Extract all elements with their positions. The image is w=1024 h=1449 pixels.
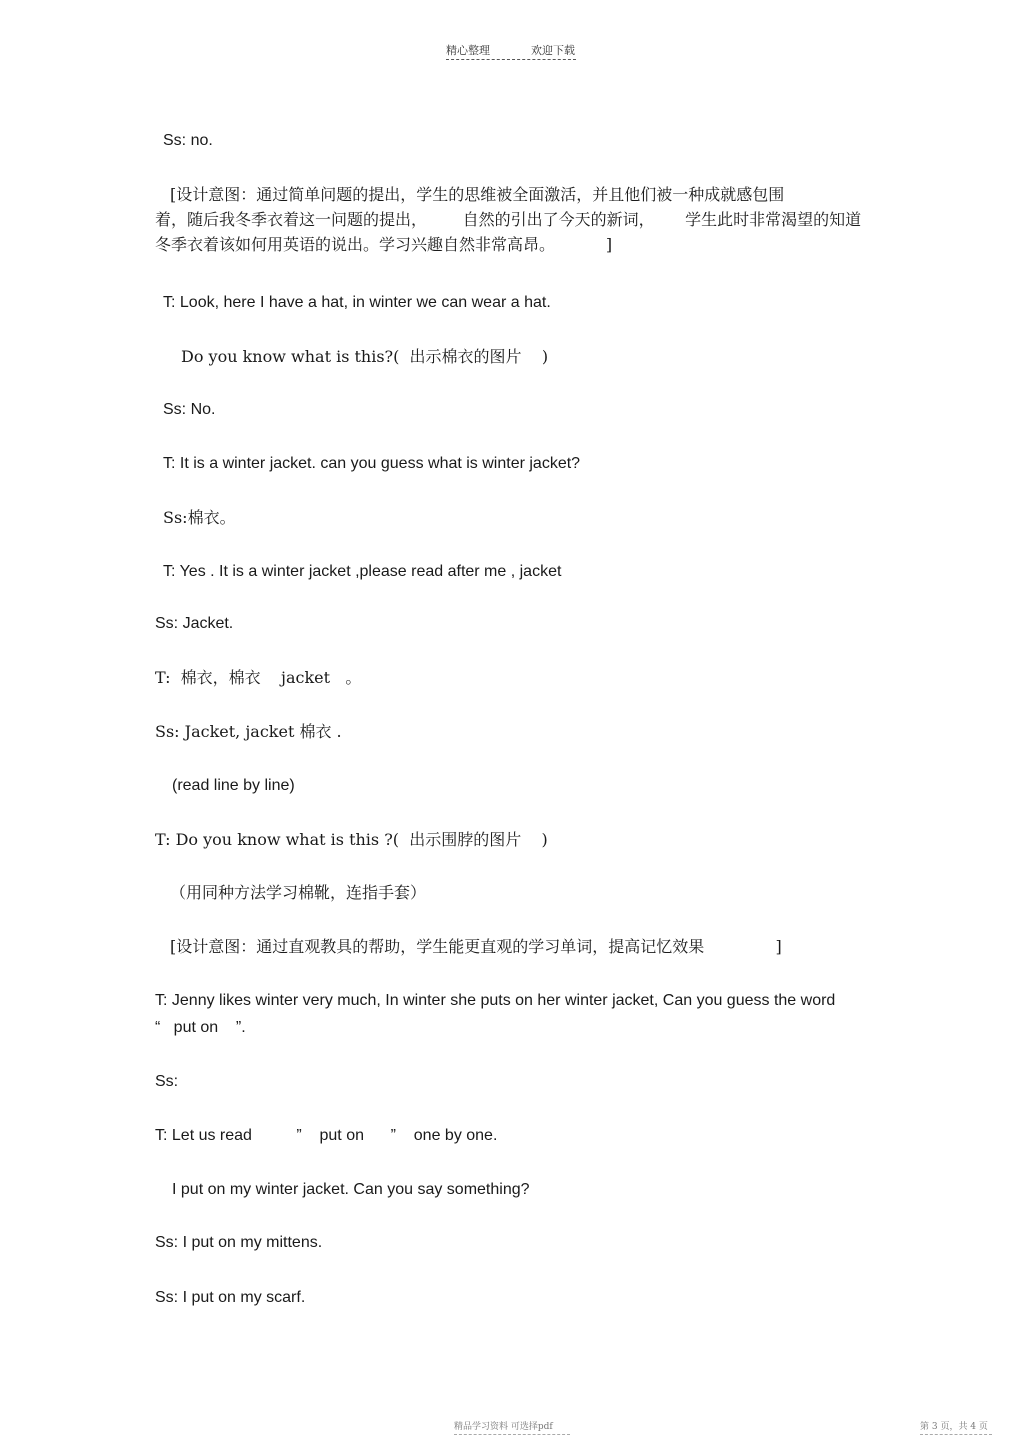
dialogue-line: T: It is a winter jacket. can you guess what is winter jacket? [163, 455, 581, 472]
dialogue-line: (read line by line) [172, 777, 295, 794]
footer-left-text: 精品学习资料 可选择pdf [454, 1422, 553, 1432]
dialogue-line: Do you know what is this?( 出示棉衣的图片 ) [181, 347, 549, 366]
footer-page-number: 第 3 页，共 4 页 [920, 1422, 988, 1432]
dialogue-line: “ put on ”. [155, 1019, 246, 1036]
dialogue-line: T: Look, here I have a hat, in winter we can wear a hat. [163, 294, 551, 311]
dialogue-line: Ss: no. [163, 132, 213, 149]
dialogue-line: Ss: I put on my mittens. [155, 1234, 323, 1251]
header-divider [446, 59, 576, 60]
dialogue-line: Ss: Jacket, jacket 棉衣 . [155, 722, 342, 741]
dialogue-line: T: Let us read ” put on ” one by one. [155, 1127, 498, 1144]
design-note-line: 冬季衣着该如何用英语的说出。学习兴趣自然非常高昂。 ] [155, 235, 613, 254]
footer-left-divider [454, 1434, 570, 1435]
design-note-line: [设计意图：通过简单问题的提出，学生的思维被全面激活，并且他们被一种成就感包围 [170, 185, 785, 204]
dialogue-line: Ss:棉衣。 [163, 508, 236, 527]
dialogue-line: T: Do you know what is this ?( 出示围脖的图片 ) [155, 830, 548, 849]
footer-right-divider [920, 1434, 992, 1435]
dialogue-line: Ss: [155, 1073, 179, 1090]
header-right-text: 欢迎下载 [531, 44, 575, 57]
dialogue-line: I put on my winter jacket. Can you say something? [172, 1181, 530, 1198]
dialogue-line: T: Jenny likes winter very much, In winter she puts on her winter jacket, Can you guess the word [155, 992, 836, 1009]
dialogue-line: T: 棉衣，棉衣 jacket 。 [155, 668, 362, 687]
design-note-line: [设计意图：通过直观教具的帮助，学生能更直观的学习单词，提高记忆效果 ] [170, 937, 782, 956]
dialogue-line: （用同种方法学习棉靴，连指手套） [170, 883, 427, 902]
dialogue-line: Ss: No. [163, 401, 216, 418]
dialogue-line: Ss: I put on my scarf. [155, 1289, 306, 1306]
header-left-text: 精心整理 [446, 44, 490, 57]
dialogue-line: T: Yes . It is a winter jacket ,please read after me , jacket [163, 563, 562, 580]
dialogue-line: Ss: Jacket. [155, 615, 234, 632]
design-note-line: 着，随后我冬季衣着这一问题的提出， 自然的引出了今天的新词， 学生此时非常渴望的知道 [155, 210, 862, 229]
